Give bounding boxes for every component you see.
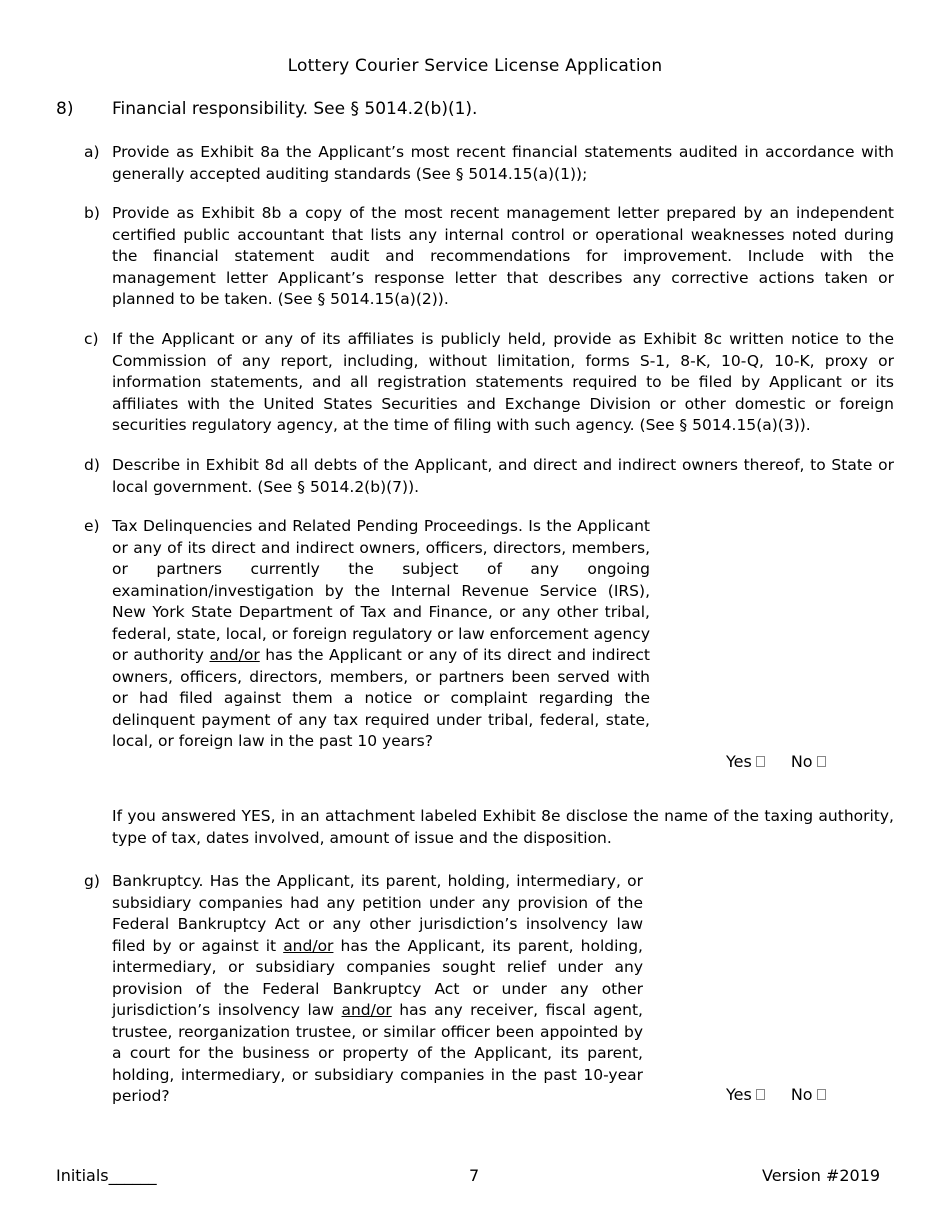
item-letter: b) (84, 204, 100, 222)
exhibit-8e-instructions: If you answered YES, in an attachment labeled Exhibit 8e disclose the name of the taxing authority, type of tax, dates involved, amount of issue and the disposition. (112, 807, 894, 847)
tax-delinquency-yes-no (726, 752, 826, 771)
yes-option[interactable] (726, 752, 765, 771)
item-text-part: has the Applicant, its parent, holding, intermediary, or subsidiary companies sought relief under any provision of the Federal Bankruptcy Act or under any other jurisdiction’s insolvency law (112, 936, 643, 1019)
item-text-part: has any receiver, fiscal agent, trustee, reorganization trustee, or similar officer been appointed by a court for the business or property of the Applicant, its parent, holding, intermediary, or subsidiary companies in the past 10-year period? (112, 1001, 643, 1105)
and-or-underlined: and/or (283, 936, 334, 955)
yes-label: Yes (726, 1085, 752, 1104)
no-checkbox[interactable] (817, 756, 826, 767)
and-or-underlined: and/or (341, 1001, 392, 1019)
yes-checkbox[interactable] (756, 1089, 765, 1100)
item-text: If the Applicant or any of its affiliates is publicly held, provide as Exhibit 8c written notice to the Commission of any report, including, without limitation, forms S-1, 8-K, 10-Q, 10-K, proxy or information statements, and all registration statements required to be filed by Applicant or its affiliates with the United States Securities and Exchange Division or other domestic or foreign securities regulatory agency, at the time of filing with such agency. (See § 5014.15(a)(3)). (112, 330, 894, 434)
item-text (112, 516, 650, 753)
section-number: 8) (56, 99, 74, 119)
no-checkbox[interactable] (817, 1089, 826, 1100)
item-letter: e) (84, 517, 100, 535)
item-text: Describe in Exhibit 8d all debts of the Applicant, and direct and indirect owners thereof, to State or local government. (See § 5014.2(b)(7)). (112, 456, 894, 496)
version-label: Version #2019 (762, 1166, 881, 1185)
item-text: Provide as Exhibit 8a the Applicant’s most recent financial statements audited in accordance with generally accepted auditing standards (See § 5014.15(a)(1)); (112, 143, 894, 183)
and-or-underlined: and/or (209, 646, 260, 664)
item-letter: c) (84, 330, 99, 348)
initials-field[interactable]: Initials______ (56, 1166, 157, 1185)
section-title: Financial responsibility. See § 5014.2(b)(1). (112, 99, 478, 119)
bankruptcy-yes-no (726, 1085, 826, 1104)
item-text-part: has the Applicant or any of its direct and indirect owners, officers, directors, members, or partners been served with or had filed against them a notice or complaint regarding the delinquent payment of any tax required under tribal, federal, state, local, or foreign law in the past 10 years? (112, 646, 650, 750)
item-letter: a) (84, 143, 100, 161)
no-label: No (790, 1085, 813, 1104)
yes-option[interactable] (726, 1085, 765, 1104)
item-text-part: Bankruptcy. Has the Applicant, its parent, holding, intermediary, or subsidiary companies had any petition under any provision of the Federal Bankruptcy Act or any other jurisdiction’s insolvency law filed by or against it (112, 872, 643, 955)
page-number: 7 (469, 1166, 480, 1185)
item-text (112, 871, 643, 1108)
item-text-part: Tax Delinquencies and Related Pending Proceedings. Is the Applicant or any of its direct and indirect owners, officers, directors, members, or partners currently the subject of any ongoing examination/investigation by the Internal Revenue Service (IRS), New York State Department of Tax and Finance, or any other tribal, federal, state, local, or foreign regulatory or law enforcement agency or authority (112, 517, 650, 664)
item-letter: d) (84, 456, 100, 474)
page-title: Lottery Courier Service License Application (287, 56, 663, 76)
no-option[interactable] (791, 752, 826, 771)
item-letter: g) (84, 872, 100, 890)
no-option[interactable] (791, 1085, 826, 1104)
no-label: No (790, 752, 813, 771)
yes-checkbox[interactable] (756, 756, 765, 767)
item-text: Provide as Exhibit 8b a copy of the most recent management letter prepared by an independent certified public accountant that lists any internal control or operational weaknesses noted during the financial statement audit and recommendations for improvement. Include with the management letter Applicant’s response letter that describes any corrective actions taken or planned to be taken. (See § 5014.15(a)(2)). (112, 204, 894, 308)
yes-label: Yes (726, 752, 752, 771)
